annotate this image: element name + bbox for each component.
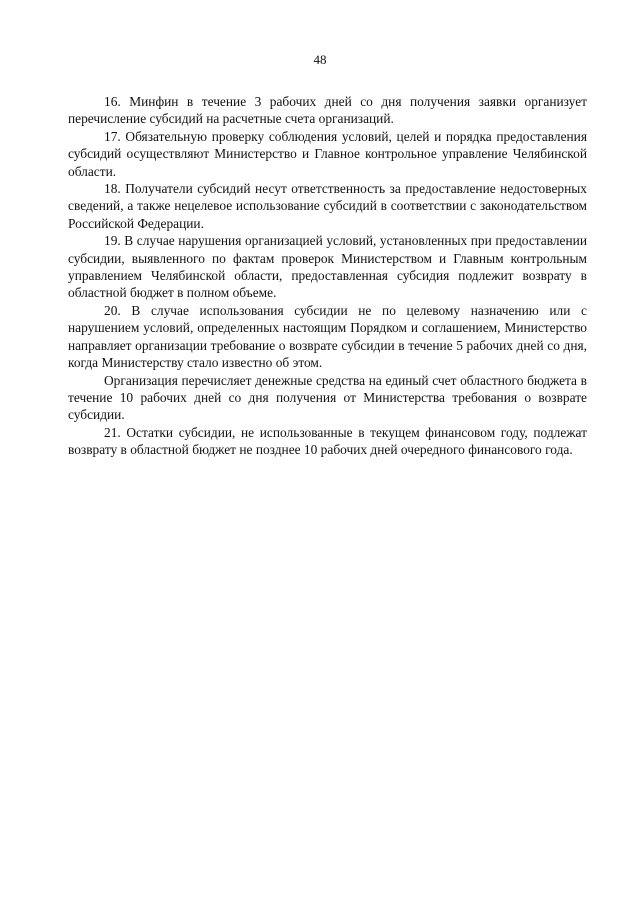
page-number: 48 — [313, 52, 327, 67]
paragraph-17: 17. Обязательную проверку соблюдения условий, целей и порядка предоставления субсидий осуществляют Министерство и Главное контрольное управление Челябинской области. — [68, 128, 587, 179]
paragraph-21: 21. Остатки субсидии, не использованные в текущем финансовом году, подлежат возврату в областной бюджет не позднее 10 рабочих дней очередного финансового года. — [68, 424, 587, 458]
paragraph-20-continued: Организация перечисляет денежные средства на единый счет областного бюджета в течение 10 рабочих дней со дня получения от Министерства требования о возврате субсидии. — [68, 372, 587, 423]
document-body — [68, 93, 587, 459]
paragraph-18: 18. Получатели субсидий несут ответственность за предоставление недостоверных сведений, а также нецелевое использование субсидий в соответствии с законодательством Российской Федерации. — [68, 181, 587, 231]
paragraph-16: 16. Минфин в течение 3 рабочих дней со дня получения заявки организует перечисление субсидий на расчетные счета организаций. — [68, 94, 587, 127]
paragraph-19: 19. В случае нарушения организацией условий, установленных при предоставлении субсидии, выявленного по фактам проверок Министерством и Главным контрольным управлением Челябинской области, предоставленная субсидия подлежит возврату в областной бюджет в полном объеме. — [68, 233, 587, 301]
paragraph-20: 20. В случае использования субсидии не по целевому назначению или с нарушением условий, определенных настоящим Порядком и соглашением, Министерство направляет организации требование о возврате субсидии в течение 5 рабочих дней со дня, когда Министерству стало известно об этом. — [68, 302, 587, 371]
